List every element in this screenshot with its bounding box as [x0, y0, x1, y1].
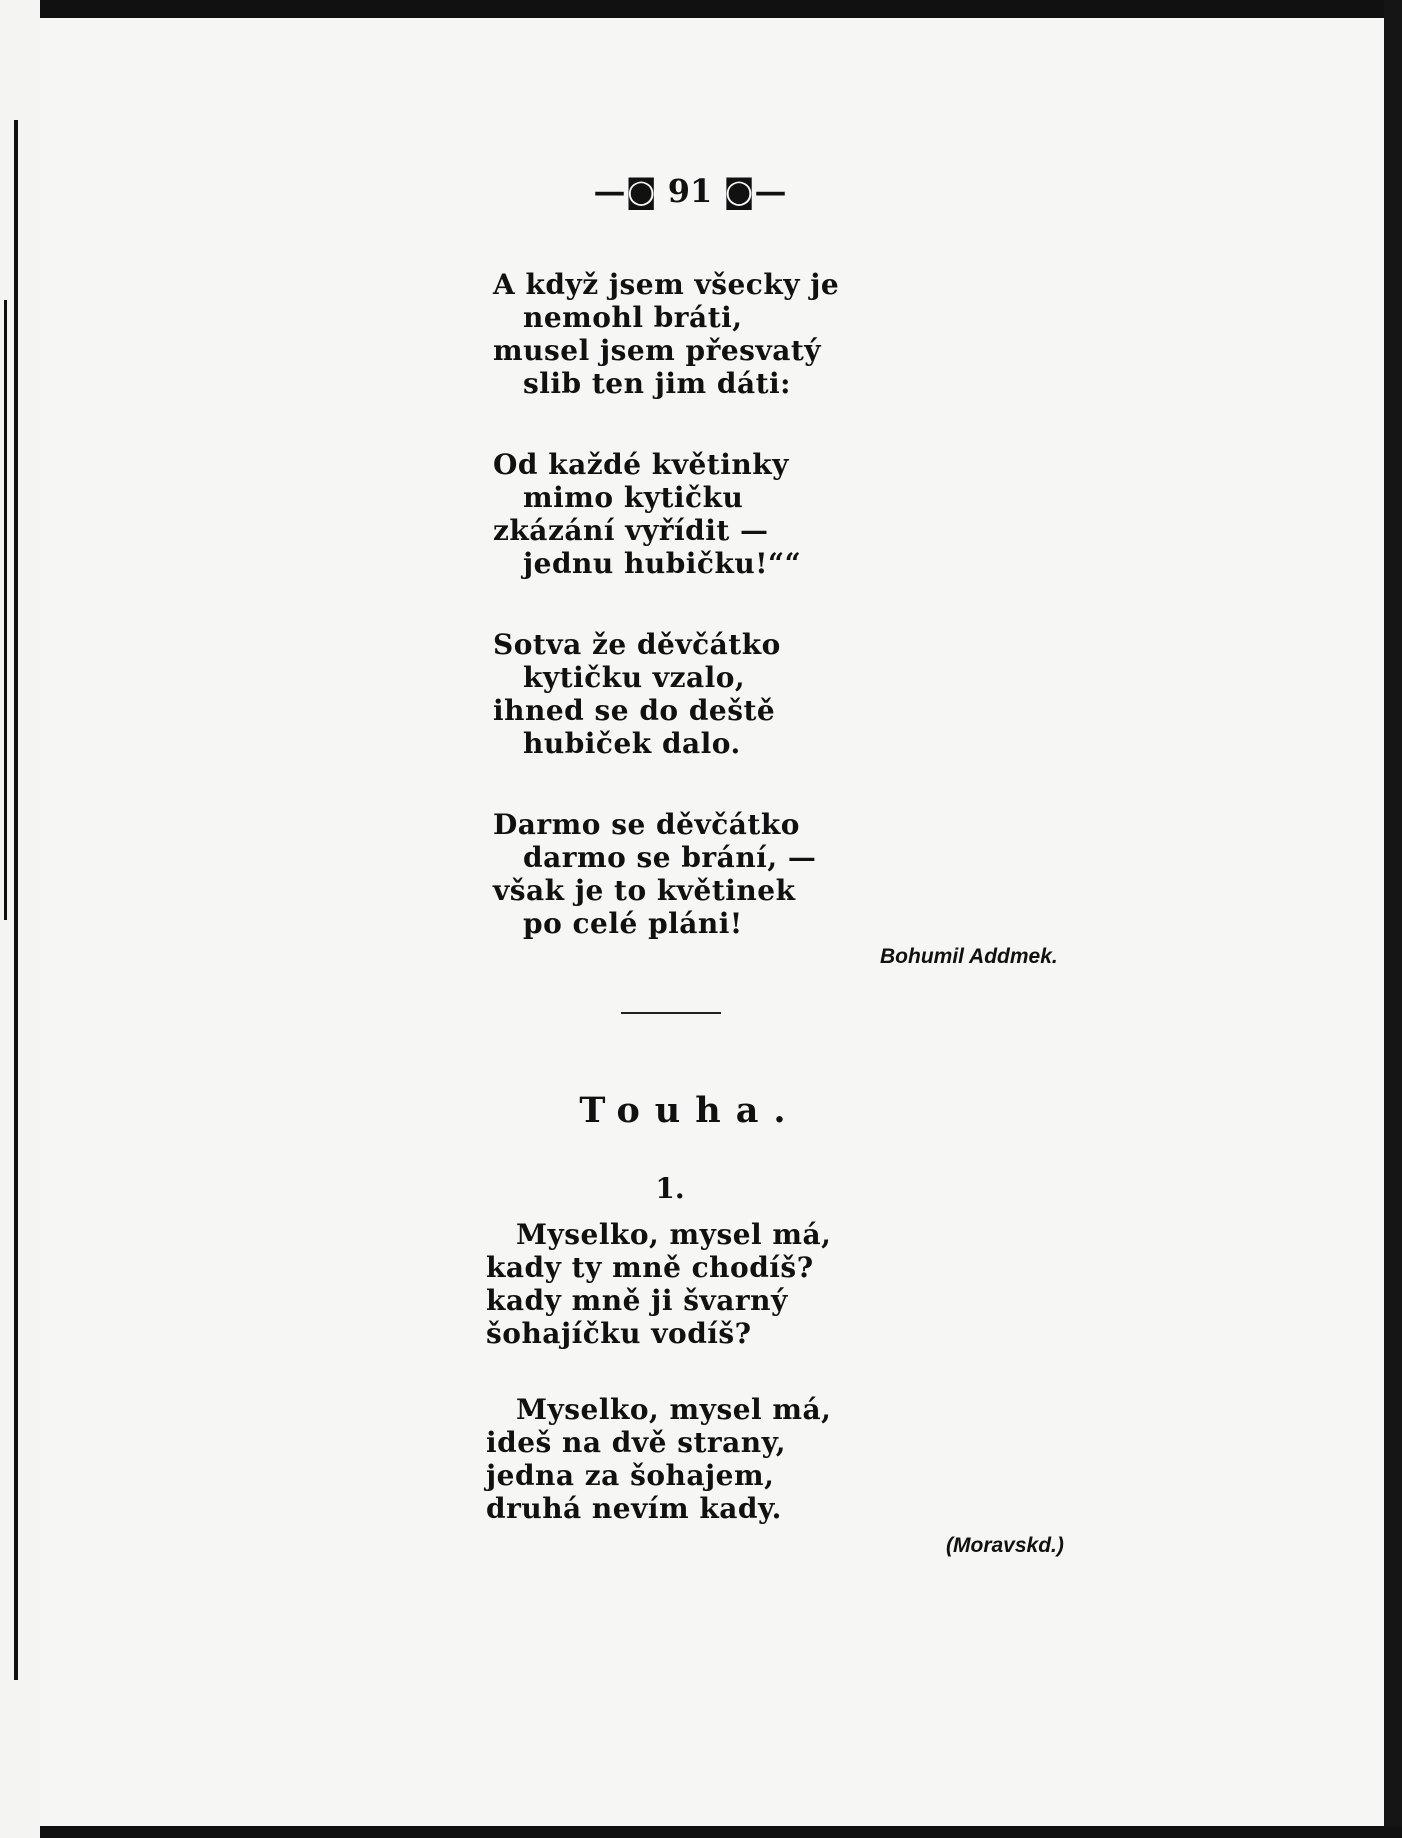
verse-line: kady mně ji švarný — [486, 1284, 788, 1317]
poem1-stanza-2 — [493, 448, 801, 580]
page-binding — [0, 0, 40, 1838]
verse-line: jedna za šohajem, — [486, 1459, 775, 1492]
poem1-stanza-3 — [493, 628, 781, 760]
poem1-stanza-1 — [493, 268, 839, 400]
author-signature: Bohumil Addmek. — [880, 945, 1058, 968]
poem1-stanza-4 — [493, 808, 816, 940]
verse-line: však je to květinek — [493, 874, 796, 907]
verse-line: Myselko, mysel má, — [516, 1218, 832, 1251]
verse-line: ihned se do deště — [493, 694, 776, 727]
verse-line: Myselko, mysel má, — [516, 1393, 832, 1426]
verse-line: kytičku vzalo, — [523, 661, 746, 694]
page-number: —◙ 91 ◙— — [593, 172, 787, 210]
verse-line: musel jsem přesvatý — [493, 334, 822, 367]
section-number: 1. — [655, 1172, 685, 1205]
verse-line: slib ten jim dáti: — [523, 367, 791, 400]
scan-top-edge — [0, 0, 1402, 18]
verse-line: kady ty mně chodíš? — [486, 1251, 814, 1284]
binding-rule — [14, 120, 18, 1680]
poem2-stanza-1 — [486, 1218, 831, 1350]
scan-right-edge — [1384, 0, 1402, 1838]
binding-rule-thin — [4, 300, 7, 920]
verse-line: Od každé květinky — [493, 448, 789, 481]
source-attribution: (Moravskd.) — [946, 1534, 1064, 1557]
poem2-stanza-2 — [486, 1393, 831, 1525]
verse-line: nemohl bráti, — [523, 301, 743, 334]
poem-title: Touha. — [579, 1090, 801, 1131]
verse-line: druhá nevím kady. — [486, 1492, 782, 1525]
verse-line: po celé pláni! — [523, 907, 743, 940]
verse-line: darmo se brání, — — [523, 841, 817, 874]
verse-line: Sotva že děvčátko — [493, 628, 781, 661]
verse-line: zkázání vyřídit — — [493, 514, 769, 547]
verse-line: mimo kytičku — [523, 481, 744, 514]
scan-bottom-edge — [0, 1826, 1402, 1838]
section-divider — [621, 1012, 721, 1014]
verse-line: A když jsem všecky je — [493, 268, 840, 301]
verse-line: Darmo se děvčátko — [493, 808, 800, 841]
verse-line: šohajíčku vodíš? — [486, 1317, 752, 1350]
verse-line: jednu hubičku!““ — [523, 547, 802, 580]
verse-line: ideš na dvě strany, — [486, 1426, 786, 1459]
verse-line: hubiček dalo. — [523, 727, 741, 760]
